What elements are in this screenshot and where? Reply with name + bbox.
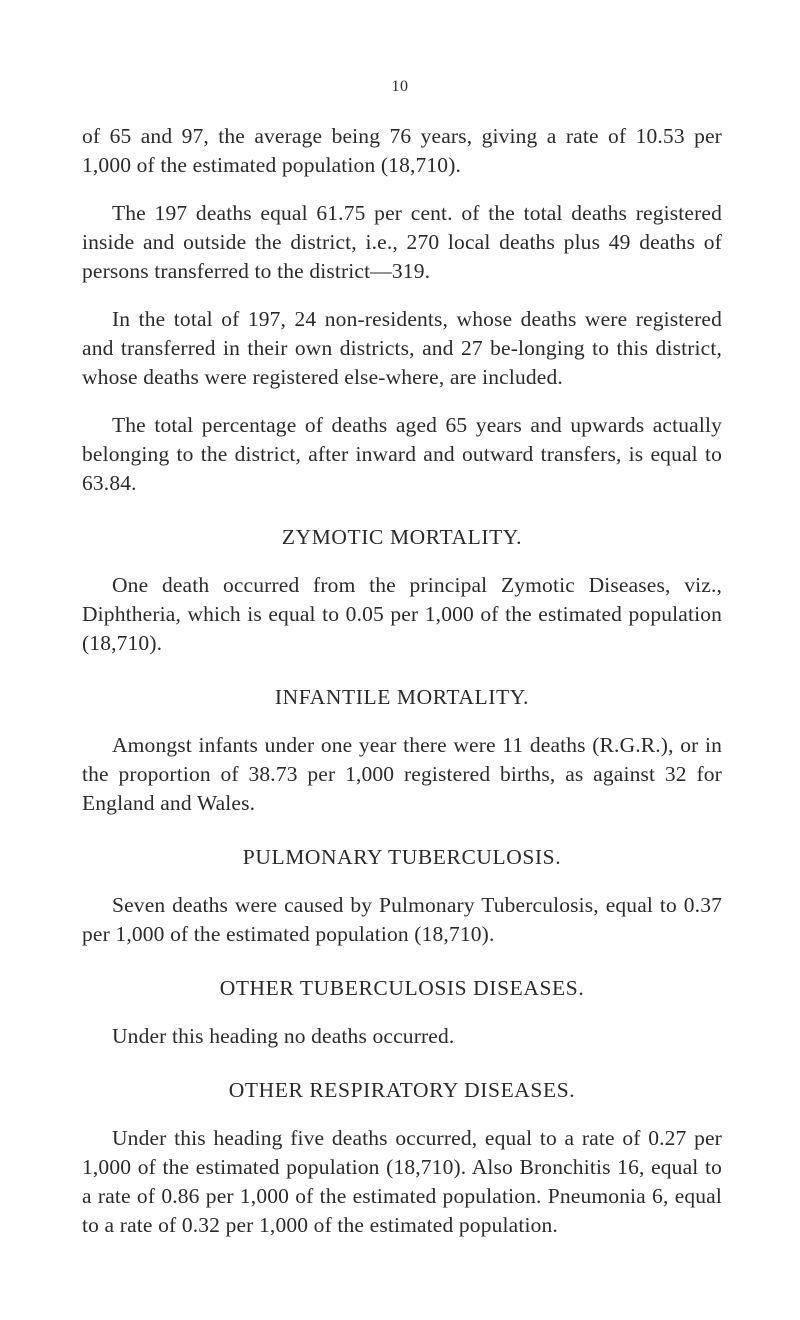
paragraph-total-deaths: The 197 deaths equal 61.75 per cent. of the total deaths registered inside and outside the district, i.e., 270 local deaths plus 49 deaths of persons transferred to the district—319. bbox=[82, 201, 722, 283]
page-number: 10 bbox=[391, 78, 409, 95]
paragraph-infantile: Amongst infants under one year there were 11 deaths (R.G.R.), or in the proportion of 38.73 per 1,000 registered births, as against 32 for England and Wales. bbox=[82, 733, 722, 815]
paragraph-other-respiratory: Under this heading five deaths occurred, equal to a rate of 0.27 per 1,000 of the estimated population (18,710). Also Bronchitis 16, equal to a rate of 0.86 per 1,000 of the estimated population. Pneumonia 6, equal to a rate of 0.32 per 1,000 of the estimated population. bbox=[82, 1126, 722, 1237]
heading-infantile-mortality: INFANTILE MORTALITY. bbox=[274, 685, 530, 709]
heading-other-tuberculosis: OTHER TUBERCULOSIS DISEASES. bbox=[219, 976, 585, 1000]
paragraph-zymotic: One death occurred from the principal Zymotic Diseases, viz., Diphtheria, which is equal to 0.05 per 1,000 of the estimated population (18,710). bbox=[82, 573, 722, 655]
paragraph-other-tuberculosis: Under this heading no deaths occurred. bbox=[112, 1024, 455, 1048]
paragraph-pulmonary: Seven deaths were caused by Pulmonary Tuberculosis, equal to 0.37 per 1,000 of the estimated population (18,710). bbox=[82, 893, 722, 946]
heading-zymotic-mortality: ZYMOTIC MORTALITY. bbox=[281, 525, 523, 549]
heading-other-respiratory: OTHER RESPIRATORY DISEASES. bbox=[228, 1078, 576, 1102]
paragraph-average-age: of 65 and 97, the average being 76 years, giving a rate of 10.53 per 1,000 of the estimated population (18,710). bbox=[82, 124, 722, 177]
paragraph-percentage-65: The total percentage of deaths aged 65 years and upwards actually belonging to the district, after inward and outward transfers, is equal to 63.84. bbox=[82, 413, 722, 495]
page-content bbox=[82, 122, 722, 1240]
paragraph-non-residents: In the total of 197, 24 non-residents, whose deaths were registered and transferred in their own districts, and 27 be-longing to this district, whose deaths were registered else-where, are included. bbox=[82, 307, 722, 389]
heading-pulmonary-tuberculosis: PULMONARY TUBERCULOSIS. bbox=[242, 845, 562, 869]
